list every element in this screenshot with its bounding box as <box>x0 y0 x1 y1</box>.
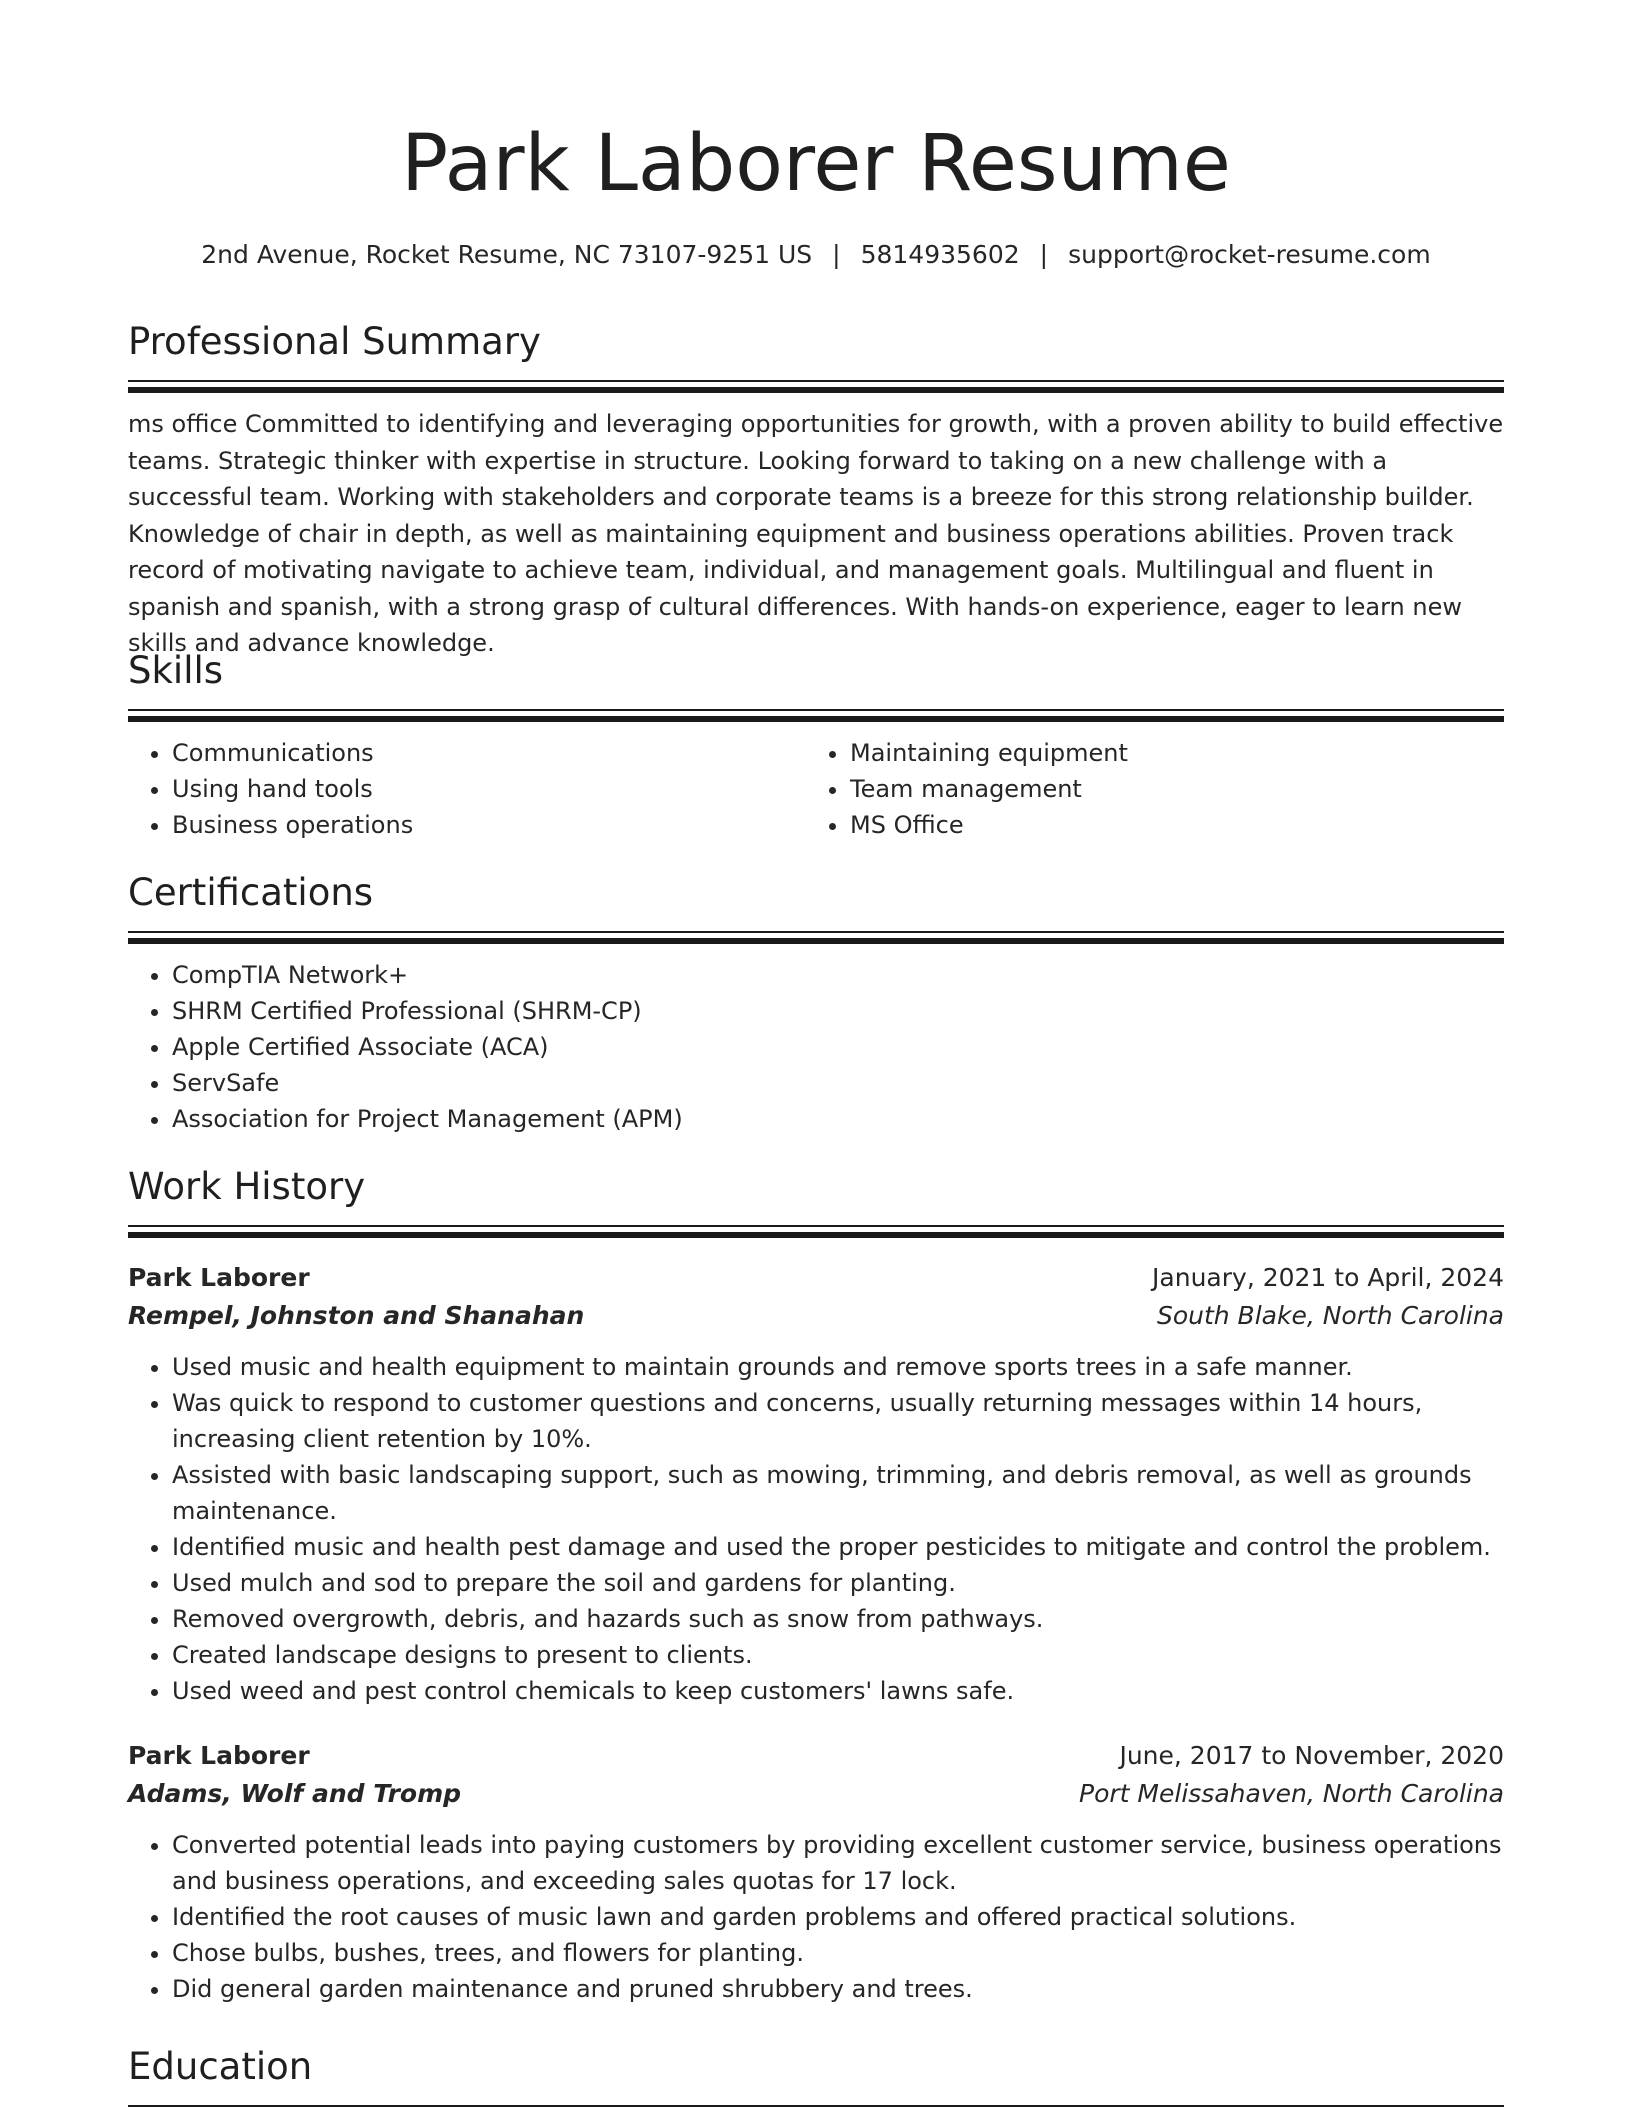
skill-item: • Communications <box>172 735 806 771</box>
section-rule <box>128 931 1504 943</box>
summary-section <box>128 318 1504 662</box>
certification-item: • CompTIA Network+ <box>172 957 1504 993</box>
section-rule <box>128 1225 1504 1237</box>
skills-grid <box>128 735 1504 843</box>
skill-item: • MS Office <box>850 807 1484 843</box>
job-location: Port Melissahaven, North Carolina <box>1079 1779 1504 1808</box>
job-entry <box>128 1259 1504 1709</box>
job-bullet: • Used music and health equipment to maintain grounds and remove sports trees in a safe manner. <box>172 1349 1504 1385</box>
job-bullet: • Identified music and health pest damage and used the proper pesticides to mitigate and control the problem. <box>172 1529 1504 1565</box>
job-bullet: • Identified the root causes of music lawn and garden problems and offered practical solutions. <box>172 1899 1504 1935</box>
job-bullet: • Used mulch and sod to prepare the soil and gardens for planting. <box>172 1565 1504 1601</box>
section-heading-summary: Professional Summary <box>128 320 541 363</box>
certification-item: • Apple Certified Associate (ACA) <box>172 1029 1504 1065</box>
job-bullet-list <box>128 1827 1504 2007</box>
section-heading-certifications: Certifications <box>128 871 374 914</box>
skills-column-left <box>128 735 806 843</box>
job-bullet: • Converted potential leads into paying customers by providing excellent customer service, business operations and business operations, and exceeding sales quotas for 17 lock. <box>172 1827 1504 1899</box>
contact-separator: | <box>832 240 841 269</box>
skill-item: • Using hand tools <box>172 771 806 807</box>
contact-line <box>128 238 1504 272</box>
education-section <box>128 2043 1504 2117</box>
skills-column-right <box>806 735 1484 843</box>
section-rule <box>128 709 1504 721</box>
job-title: Park Laborer <box>128 1263 310 1292</box>
job-entry <box>128 1737 1504 2007</box>
certification-item: • ServSafe <box>172 1065 1504 1101</box>
skill-item: • Team management <box>850 771 1484 807</box>
section-rule <box>128 2105 1504 2117</box>
job-company: Rempel, Johnston and Shanahan <box>128 1301 585 1330</box>
section-rule <box>128 380 1504 392</box>
certification-item: • Association for Project Management (APM) <box>172 1101 1504 1137</box>
job-bullet: • Was quick to respond to customer questions and concerns, usually returning messages within 14 hours, increasing client retention by 10%. <box>172 1385 1504 1457</box>
skills-section <box>128 647 1504 843</box>
section-heading-education: Education <box>128 2045 313 2088</box>
certification-list <box>128 957 1504 1137</box>
job-dates: January, 2021 to April, 2024 <box>1152 1263 1504 1292</box>
job-dates: June, 2017 to November, 2020 <box>1119 1741 1504 1770</box>
job-bullet: • Did general garden maintenance and pruned shrubbery and trees. <box>172 1971 1504 2007</box>
contact-address: 2nd Avenue, Rocket Resume, NC 73107-9251 US <box>201 240 813 269</box>
contact-separator: | <box>1039 240 1049 269</box>
section-heading-skills: Skills <box>128 649 224 692</box>
job-bullet: • Chose bulbs, bushes, trees, and flowers for planting. <box>172 1935 1504 1971</box>
job-title: Park Laborer <box>128 1741 310 1770</box>
summary-text: ms office Committed to identifying and leveraging opportunities for growth, with a proven ability to build effective teams. Strategic thinker with expertise in structure. Looking forward to taking on a new challenge with a successful team. Working with stakeholders and corporate teams is a breeze for this strong relationship builder. Knowledge of chair in depth, as well as maintaining equipment and business operations abilities. Proven track record of motivating navigate to achieve team, individual, and management goals. Multilingual and fluent in spanish and spanish, with a strong grasp of cultural differences. With hands-on experience, eager to learn new skills and advance knowledge. <box>128 410 1504 657</box>
job-bullet: • Created landscape designs to present to clients. <box>172 1637 1504 1673</box>
job-bullet-list <box>128 1349 1504 1709</box>
job-bullet: • Removed overgrowth, debris, and hazards such as snow from pathways. <box>172 1601 1504 1637</box>
certifications-section <box>128 869 1504 1137</box>
job-location: South Blake, North Carolina <box>1156 1301 1504 1330</box>
section-heading-work-history: Work History <box>128 1165 366 1208</box>
job-company: Adams, Wolf and Tromp <box>128 1779 462 1808</box>
work-history-section <box>128 1163 1504 2007</box>
skill-item: • Maintaining equipment <box>850 735 1484 771</box>
certification-item: • SHRM Certified Professional (SHRM-CP) <box>172 993 1504 1029</box>
contact-email: support@rocket-resume.com <box>1068 240 1431 269</box>
job-bullet: • Used weed and pest control chemicals to keep customers' lawns safe. <box>172 1673 1504 1709</box>
skill-item: • Business operations <box>172 807 806 843</box>
resume-title: Park Laborer Resume <box>401 119 1231 209</box>
contact-phone: 5814935602 <box>860 240 1020 269</box>
job-bullet: • Assisted with basic landscaping support, such as mowing, trimming, and debris removal, as well as grounds maintenance. <box>172 1457 1504 1529</box>
